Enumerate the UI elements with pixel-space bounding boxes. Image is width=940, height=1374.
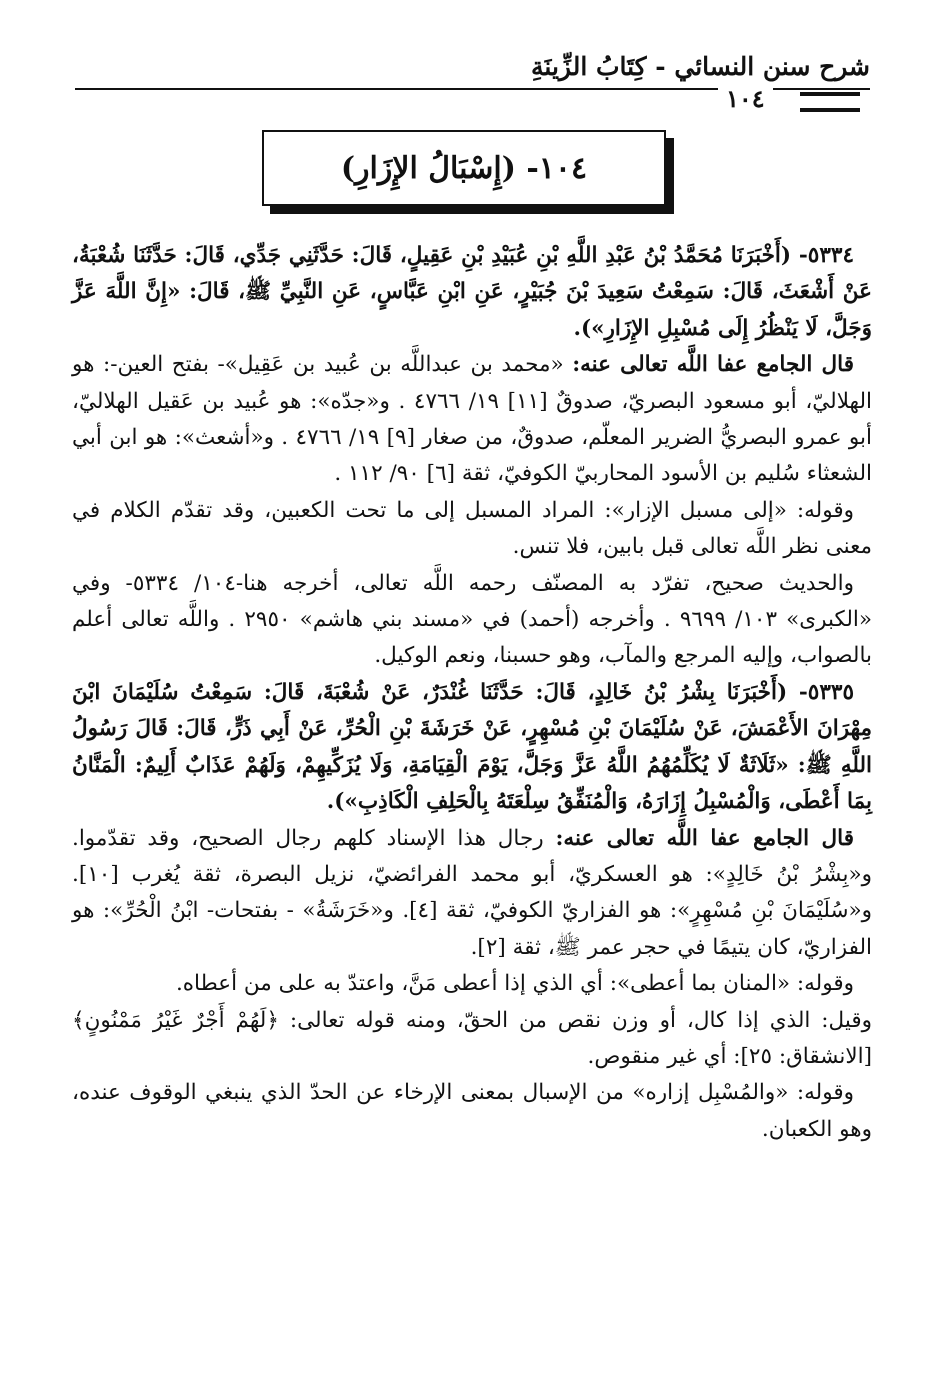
commentary-text: وقوله: «إلى مسبل الإزار»: المراد المسبل إلى ما تحت الكعبين، وقد تقدّم الكلام في معنى نظر اللَّه تعالى قبل بابين، فلا تنس. bbox=[72, 497, 872, 560]
commentary-paragraph bbox=[72, 966, 872, 1002]
commentary-text: وقوله: «المنان بما أعطى»: أي الذي إذا أعطى مَنَّ، واعتدّ به على من أعطاه. bbox=[175, 971, 854, 997]
commentary-paragraph bbox=[72, 347, 872, 493]
commentary-paragraph bbox=[72, 1003, 872, 1076]
hadith-text: ٥٣٣٥- (أَخْبَرَنَا بِشْرُ بْنُ خَالِدٍ، قَالَ: حَدَّثَنَا غُنْدَرٌ، عَنْ شُعْبَةَ، قَالَ: سَمِعْتُ سُلَيْمَانَ ابْنَ مِهْرَانَ الأَعْمَشَ، عَنْ سُلَيْمَانَ بْنِ مُسْهِرٍ، عَنْ خَرَشَةَ بْنِ الْحُرِّ، عَنْ أَبِي ذَرٍّ، قَالَ: قَالَ رَسُولُ اللَّهِ ﷺ: «ثَلَاثَةٌ لَا يُكَلِّمُهُمُ اللَّهُ عَزَّ وَجَلَّ، يَوْمَ الْقِيَامَةِ، وَلَا يُزَكِّيهِمْ، وَلَهُمْ عَذَابٌ أَلِيمٌ: الْمَنَّانُ بِمَا أَعْطَى، وَالْمُسْبِلُ إِزَارَهُ، وَالْمُنَفِّقُ سِلْعَتَهُ بِالْحَلِفِ الْكَاذِبِ»). bbox=[72, 679, 872, 815]
running-header-title: شرح سنن النسائي - كِتَابُ الزِّينَةِ bbox=[531, 52, 870, 81]
chapter-title: ١٠٤- (إِسْبَالُ الإِزَارِ) bbox=[340, 150, 588, 186]
hadith-text: ٥٣٣٤- (أَخْبَرَنَا مُحَمَّدُ بْنُ عَبْدِ اللَّهِ بْنِ عُبَيْدِ بْنِ عَقِيلٍ، قَالَ: حَدَّثَنِي جَدِّي، قَالَ: حَدَّثَنَا شُعْبَةُ، عَنْ أَشْعَثَ، قَالَ: سَمِعْتُ سَعِيدَ بْنَ جُبَيْرٍ، عَنِ ابْنِ عَبَّاسٍ، عَنِ النَّبِيِّ ﷺ، قَالَ: «إِنَّ اللَّهَ عَزَّ وَجَلَّ، لَا يَنْظُرُ إِلَى مُسْبِلِ الإِزَارِ»). bbox=[72, 243, 872, 341]
commentary-paragraph bbox=[72, 566, 872, 675]
commentary-label: قال الجامع عفا اللَّه تعالى عنه: bbox=[572, 352, 854, 378]
page-number: ١٠٤ bbox=[718, 84, 773, 113]
commentary-text: والحديث صحيح، تفرّد به المصنّف رحمه اللَّه تعالى، أخرجه هنا-١٠٤/ ٥٣٣٤- وفي «الكبرى» ١٠٣/ ٩٦٩٩ . وأخرجه (أحمد) في «مسند بني هاشم» ٢٩٥٠ . واللَّه تعالى أعلم بالصواب، وإليه المرجع والمآب، وهو حسبنا، ونعم الوكيل. bbox=[72, 570, 873, 669]
commentary-paragraph bbox=[72, 1075, 872, 1148]
header-bar-ornament bbox=[800, 92, 860, 112]
commentary-paragraph bbox=[72, 493, 872, 566]
commentary-text: وقيل: الذي إذا كال، أو وزن نقص من الحقّ، ومنه قوله تعالى: ﴿لَهُمْ أَجْرٌ غَيْرُ مَمْنُونٍ﴾ [الانشقاق: ٢٥]: أي غير منقوص. bbox=[72, 1007, 872, 1069]
main-text bbox=[72, 238, 872, 1148]
chapter-heading-box bbox=[262, 130, 666, 206]
hadith-paragraph bbox=[72, 238, 872, 347]
hadith-paragraph bbox=[72, 675, 872, 821]
commentary-text: وقوله: «والمُسْبِل إزاره» من الإسبال بمعنى الإرخاء عن الحدّ الذي ينبغي الوقوف عنده، وهو الكعبان. bbox=[72, 1080, 872, 1142]
commentary-label: قال الجامع عفا اللَّه تعالى عنه: bbox=[555, 825, 855, 851]
commentary-text: رجال هذا الإسناد كلهم رجال الصحيح، وقد تقدّموا. و«بِشْرُ بْنُ خَالِدٍ»: هو العسكريّ، أبو محمد الفرائضيّ، نزيل البصرة، ثقة يُغرب [١٠]. و«سُلَيْمَانَ بْنِ مُسْهِرٍ»: هو الفزاريّ الكوفيّ، ثقة [٤]. و«خَرَشَةُ» - بفتحات- ابْنُ الْحُرِّ»: هو الفزاريّ، كان يتيمًا في حجر عمر ﷺ، ثقة [٢]. bbox=[72, 825, 873, 960]
commentary-text: «محمد بن عبداللَّه بن عُبيد بن عَقِيل»- بفتح العين-: هو الهلاليّ، أبو مسعود البصريّ، صدوقٌ [١١] ١٩/ ٤٧٦٦ . و«جدّه»: هو عُبيد بن عَقيل الهلاليّ، أبو عمرو البصريُّ الضرير المعلّم، صدوقٌ، من صغار [٩] ١٩/ ٤٧٦٦ . و«أشعث»: هو ابن أبي الشعثاء سُليم بن الأسود المحاربيّ الكوفيّ، ثقة [٦] ٩٠/ ١١٢ . bbox=[72, 352, 872, 487]
commentary-paragraph bbox=[72, 821, 872, 967]
